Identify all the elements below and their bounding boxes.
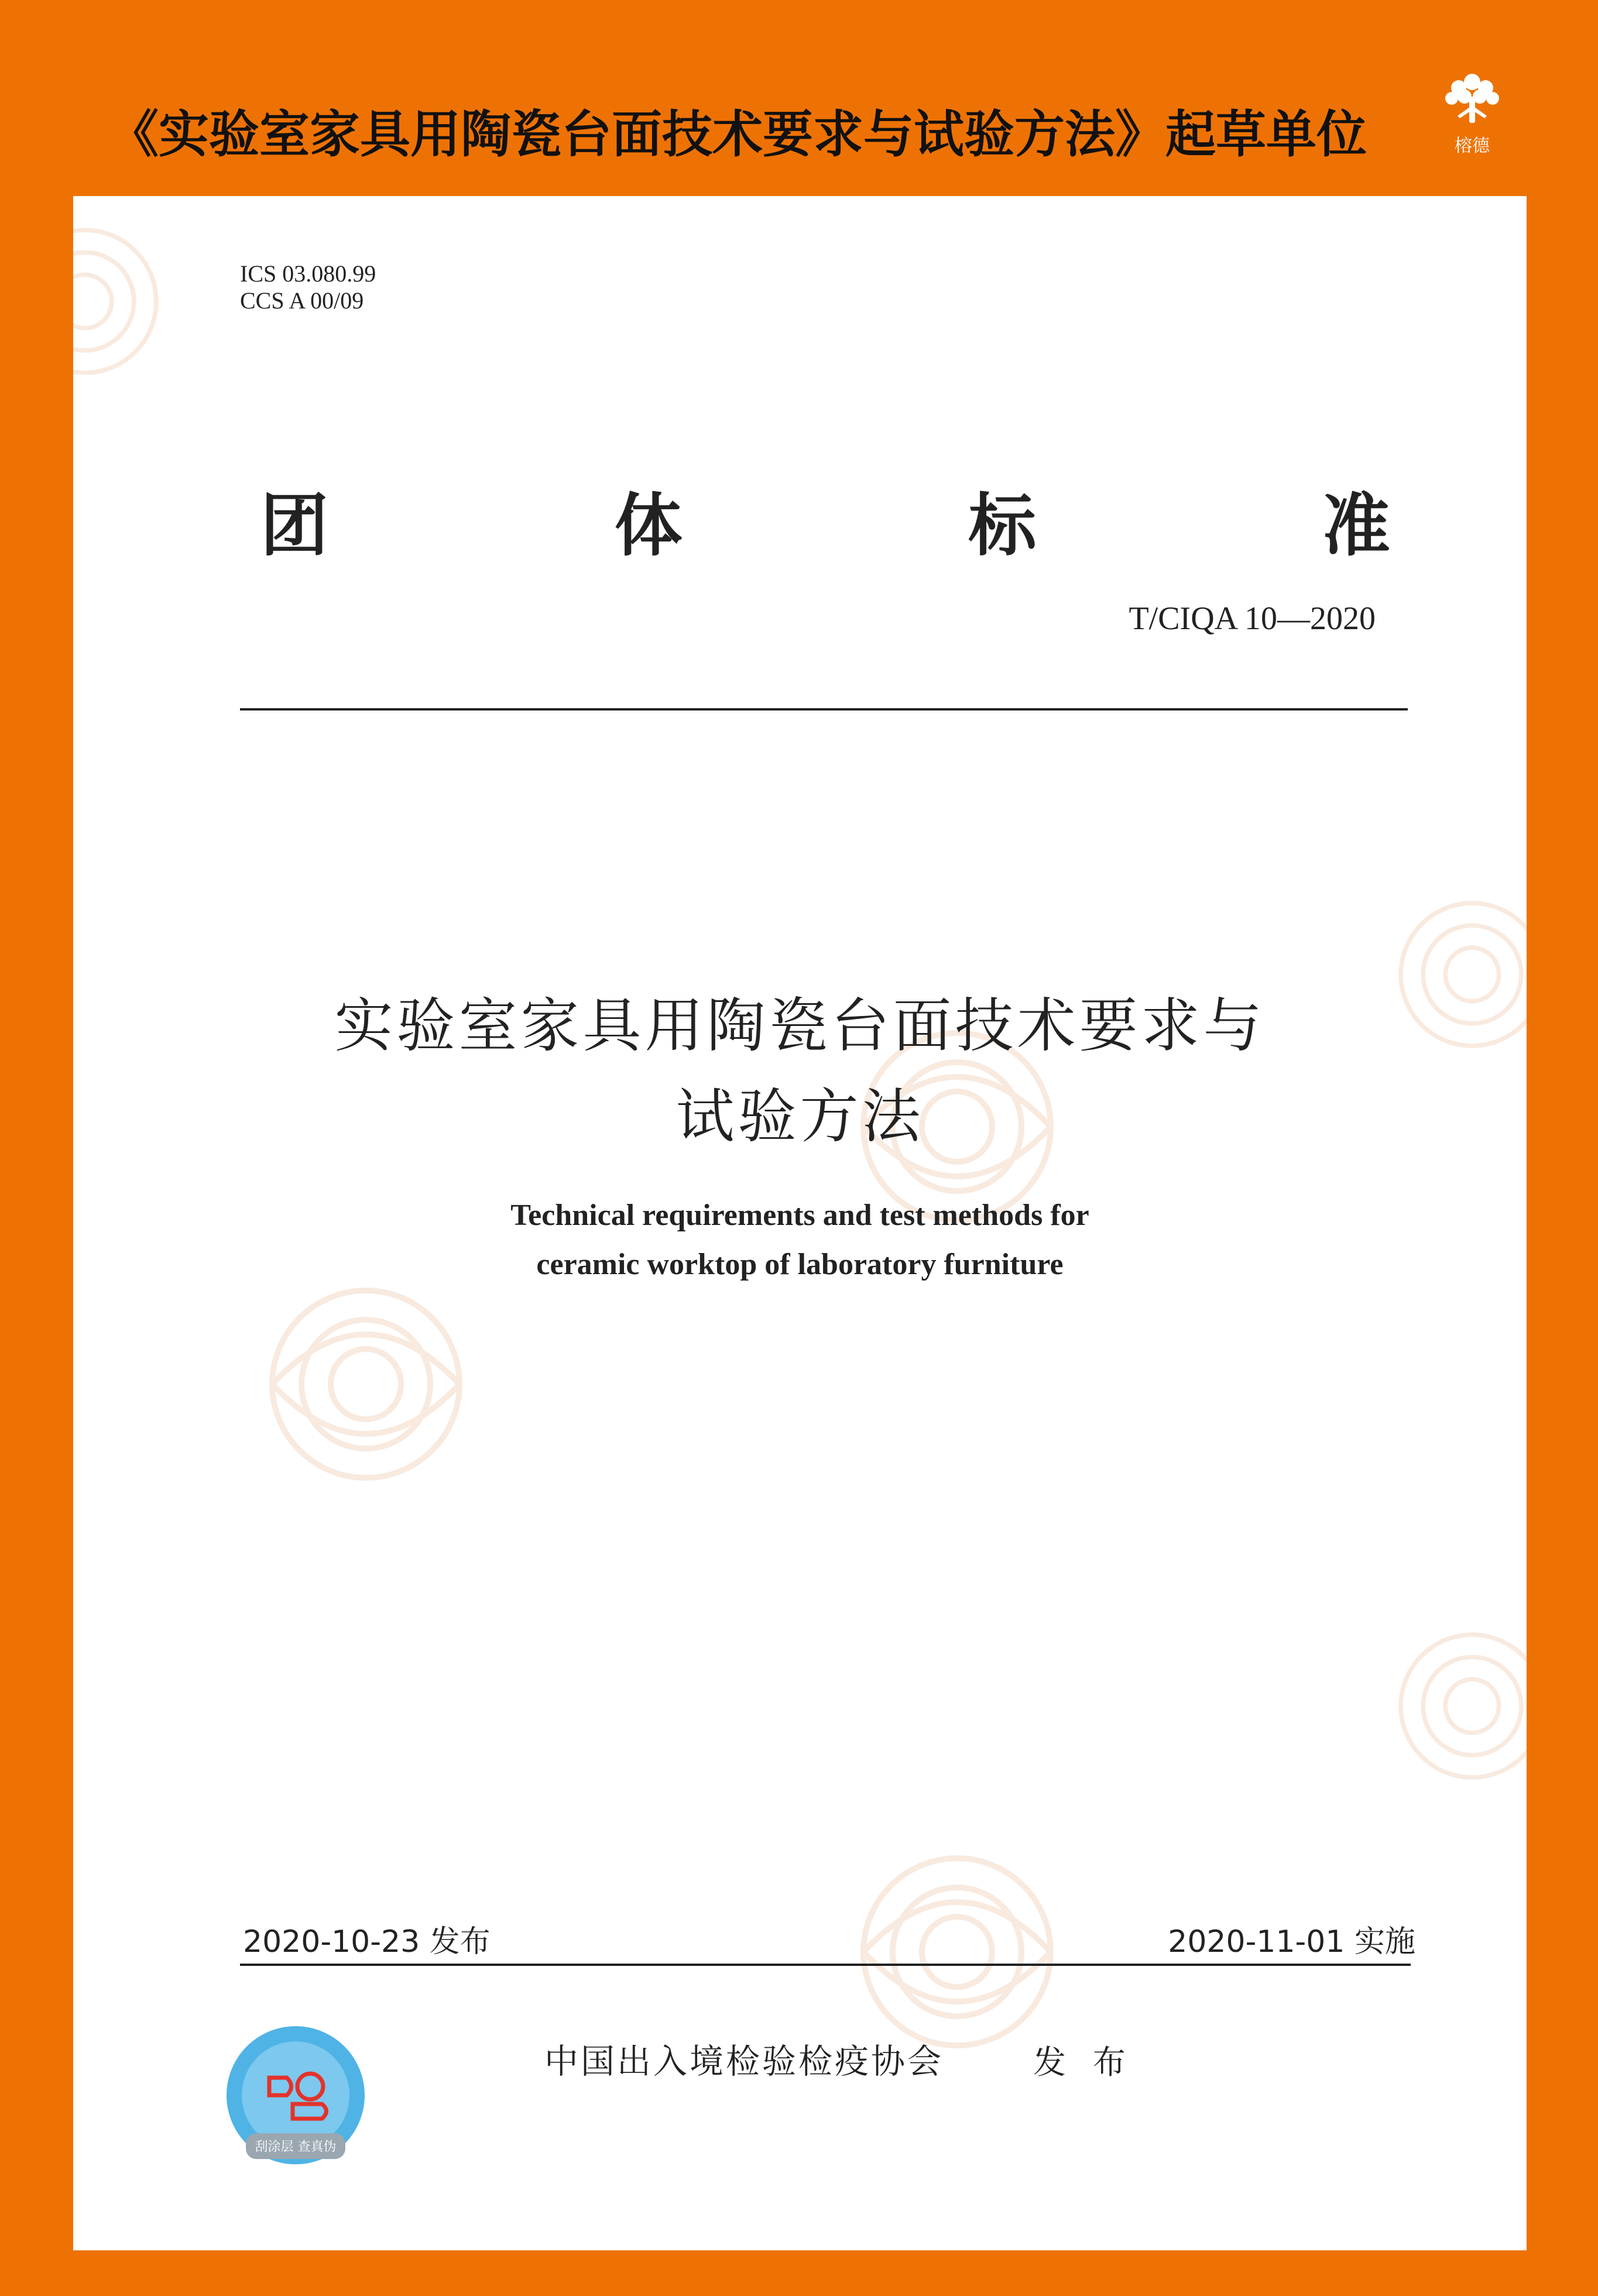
header-divider bbox=[240, 708, 1408, 711]
brand-logo bbox=[1440, 64, 1504, 157]
classification-codes bbox=[240, 260, 376, 314]
standard-type-char: 标 bbox=[968, 486, 1037, 565]
standard-type-char: 团 bbox=[260, 486, 328, 565]
effective-date: 2020-11-01 实施 bbox=[1168, 1924, 1415, 1959]
anti-counterfeit-seal-icon bbox=[222, 2022, 369, 2168]
footer-divider bbox=[240, 1964, 1411, 1966]
chinese-title bbox=[73, 980, 1527, 1162]
watermark-pattern bbox=[1378, 1612, 1527, 1800]
standard-type-heading bbox=[260, 471, 1390, 569]
seal-bottom-text: 刮涂层 查真伪 bbox=[255, 2140, 337, 2154]
ccs-code: CCS A 00/09 bbox=[240, 287, 364, 314]
standard-type-char: 体 bbox=[614, 486, 683, 565]
tree-logo-icon bbox=[1440, 64, 1504, 129]
chinese-title-line: 试验方法 bbox=[675, 1082, 924, 1151]
ics-code: ICS 03.080.99 bbox=[240, 260, 376, 287]
english-title bbox=[73, 1191, 1527, 1289]
standard-document-page bbox=[73, 196, 1527, 2250]
publish-label: 发 布 bbox=[1033, 2044, 1134, 2082]
watermark-pattern bbox=[73, 208, 179, 395]
english-title-line: Technical requirements and test methods for bbox=[510, 1199, 1089, 1232]
publisher-name: 中国出入境检验检疫协会 bbox=[544, 2041, 944, 2081]
brand-name: 榕德 bbox=[1455, 136, 1490, 156]
chinese-title-line: 实验室家具用陶瓷台面技术要求与 bbox=[334, 991, 1266, 1060]
watermark-pattern bbox=[243, 1261, 489, 1507]
publish-date: 2020-10-23 发布 bbox=[243, 1924, 491, 1959]
standard-number: T/CIQA 10—2020 bbox=[1129, 600, 1376, 637]
standard-type-char: 准 bbox=[1322, 486, 1390, 565]
english-title-line: ceramic worktop of laboratory furniture bbox=[536, 1248, 1064, 1281]
banner-title: 《实验室家具用陶瓷台面技术要求与试验方法》起草单位 bbox=[108, 105, 1367, 164]
